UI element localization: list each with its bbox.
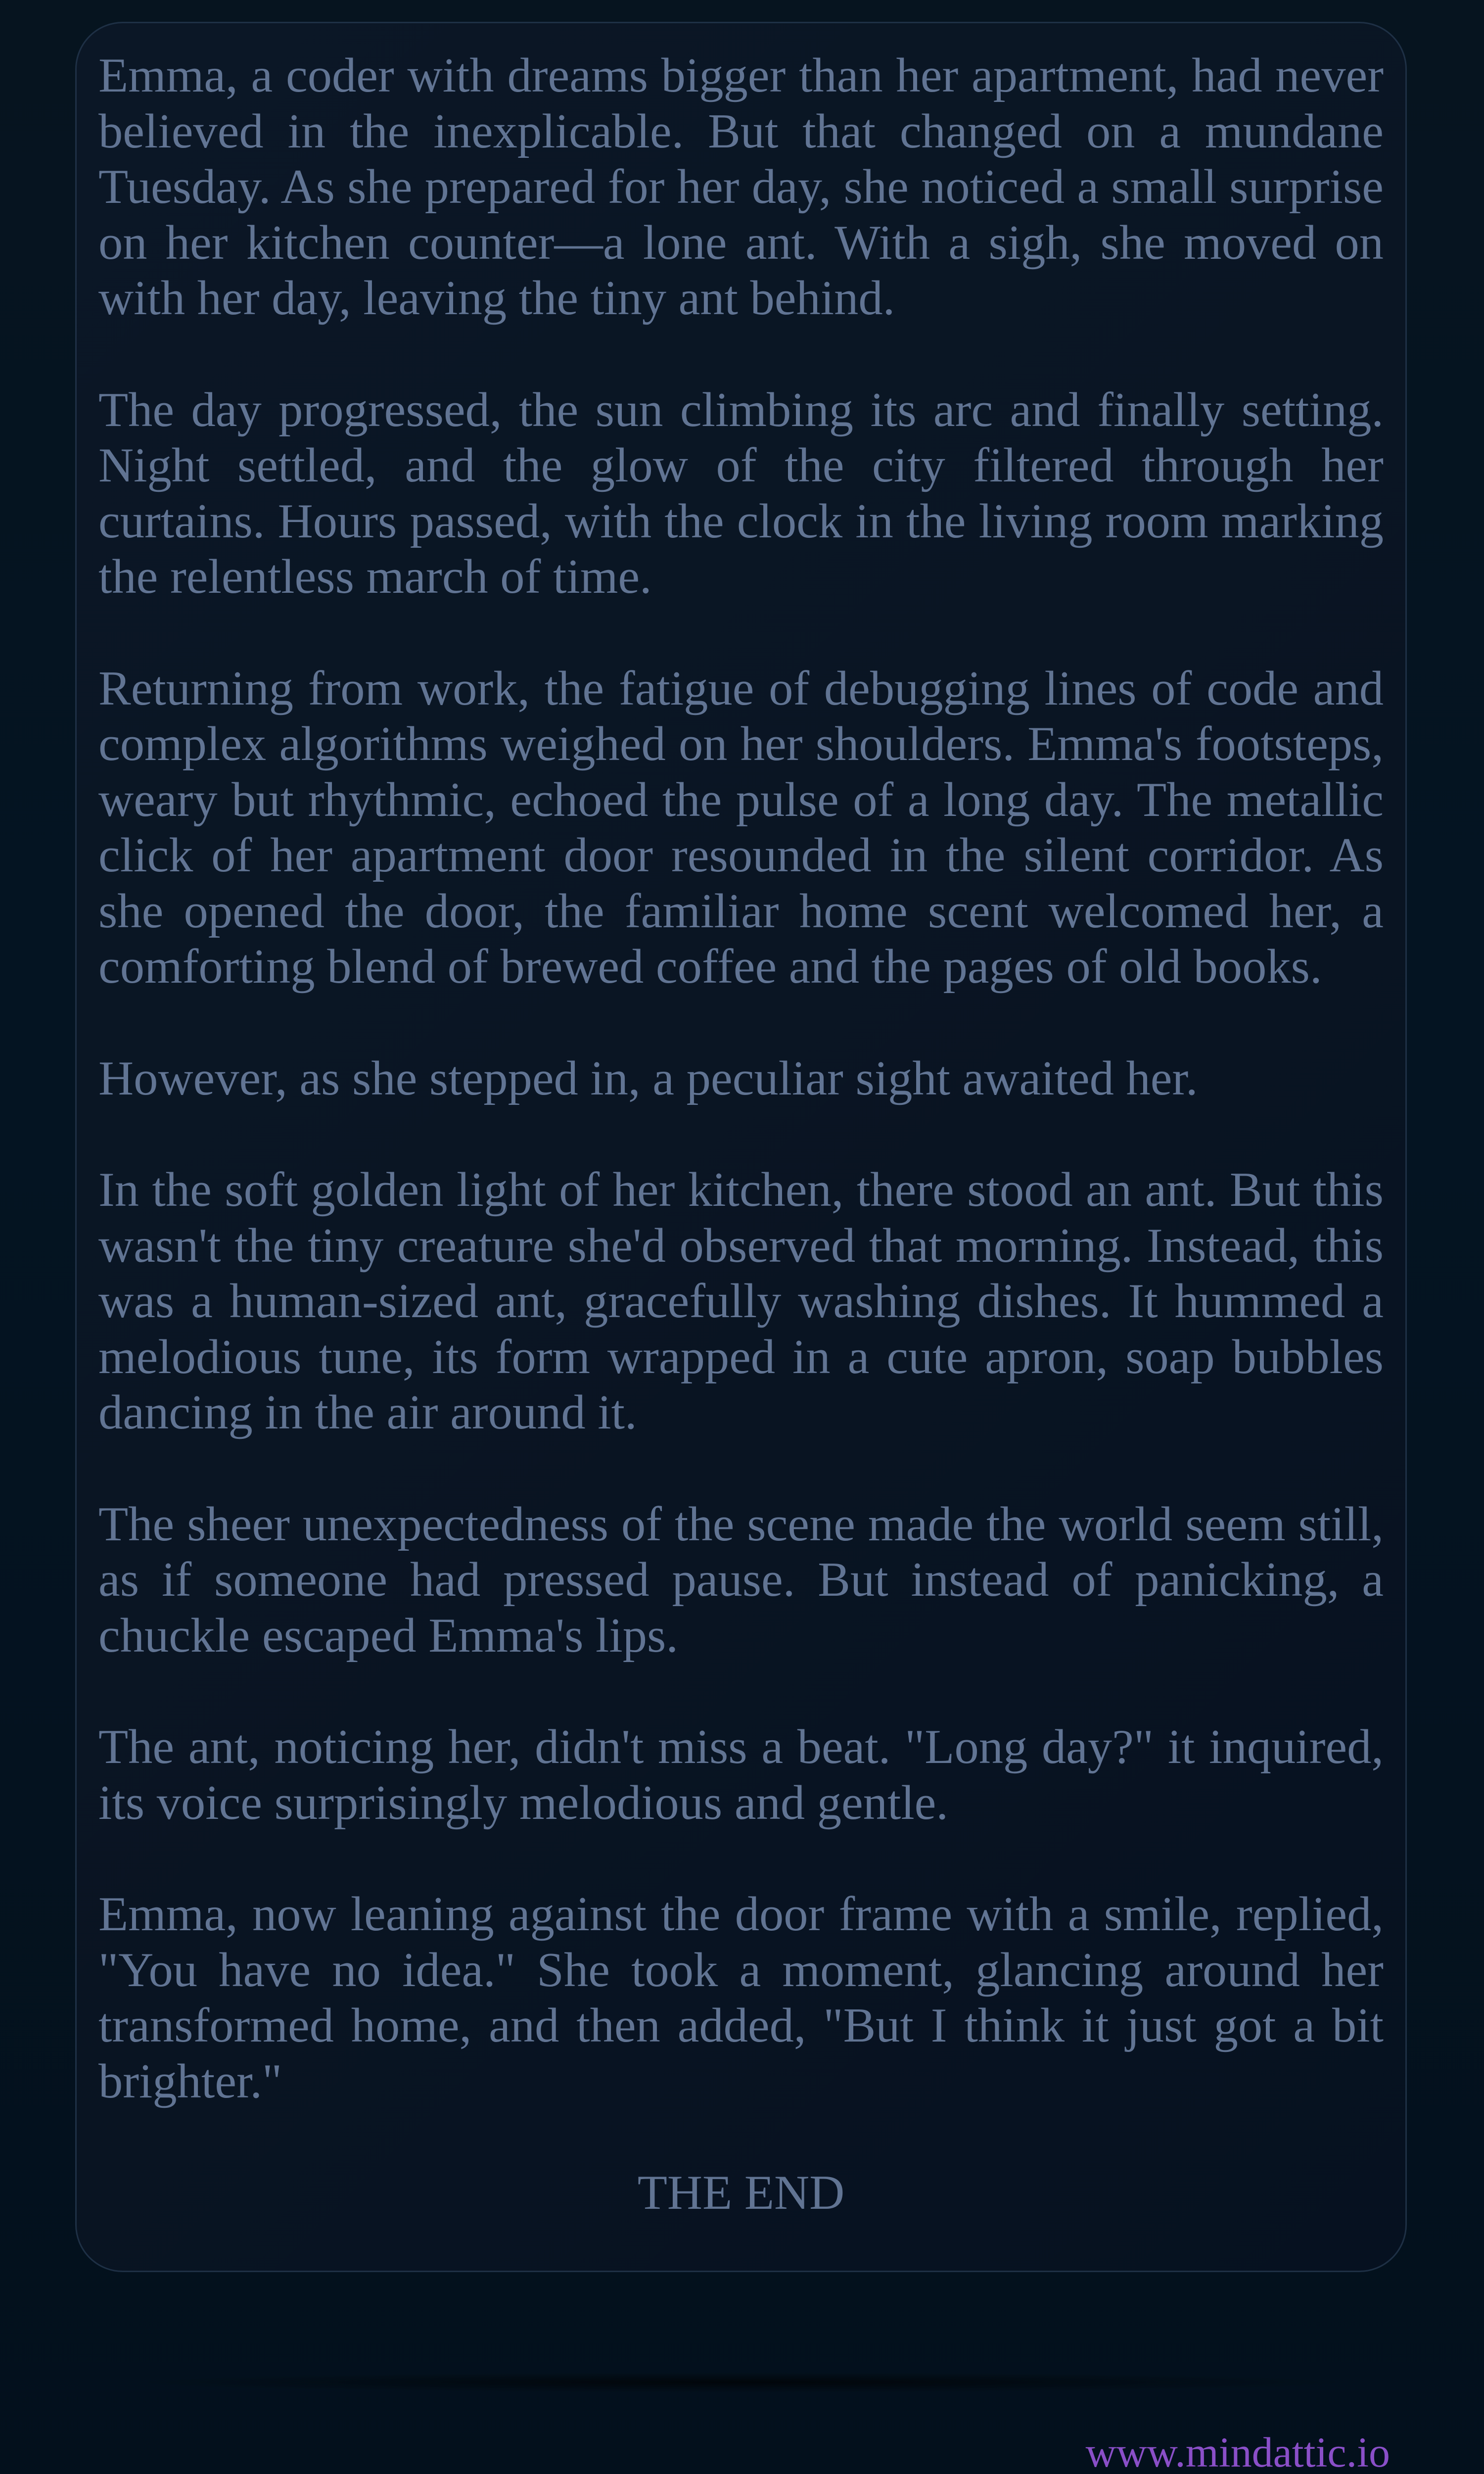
story-paragraph-3: Returning from work, the fatigue of debugging lines of code and complex algorithms weighed on her shoulders. Emma's footsteps, weary but rhythmic, echoed the pulse of a long day. The metallic click of her apartment door resounded in the silent corridor. As she opened the door, the familiar home scent welcomed her, a comforting blend of brewed coffee and the pages of old books. [98, 661, 1384, 994]
story-ending: THE END [637, 2166, 845, 2220]
story-paragraph-1: Emma, a coder with dreams bigger than her apartment, had never believed in the inexplicable. But that changed on a mundane Tuesday. As she prepared for her day, she noticed a small surprise on her kitchen counter—a lone ant. With a sigh, she moved on with her day, leaving the tiny ant behind. [98, 48, 1384, 325]
story-paragraph-7: The ant, noticing her, didn't miss a beat. "Long day?" it inquired, its voice surprisingly melodious and gentle. [98, 1720, 1384, 1830]
divider-shadow [148, 2373, 1336, 2392]
story-paragraph-5: In the soft golden light of her kitchen, there stood an ant. But this wasn't the tiny creature she'd observed that morning. Instead, this was a human-sized ant, gracefully washing dishes. It hummed a melodious tune, its form wrapped in a cute apron, soap bubbles dancing in the air around it. [98, 1163, 1384, 1439]
website-link[interactable]: www.mindattic.io [1085, 2428, 1390, 2474]
story-paragraph-6: The sheer unexpectedness of the scene made the world seem still, as if someone had pressed pause. But instead of panicking, a chuckle escaped Emma's lips. [98, 1497, 1384, 1663]
story-paragraph-4: However, as she stepped in, a peculiar sight awaited her. [98, 1051, 1198, 1105]
story-paragraph-8: Emma, now leaning against the door frame with a smile, replied, "You have no idea." She took a moment, glancing around her transformed home, and then added, "But I think it just got a bit brighter." [98, 1887, 1384, 2108]
story-card [75, 22, 1407, 2272]
story-paragraph-2: The day progressed, the sun climbing its arc and finally setting. Night settled, and the glow of the city filtered through her curtains. Hours passed, with the clock in the living room marking the relentless march of time. [98, 382, 1384, 604]
